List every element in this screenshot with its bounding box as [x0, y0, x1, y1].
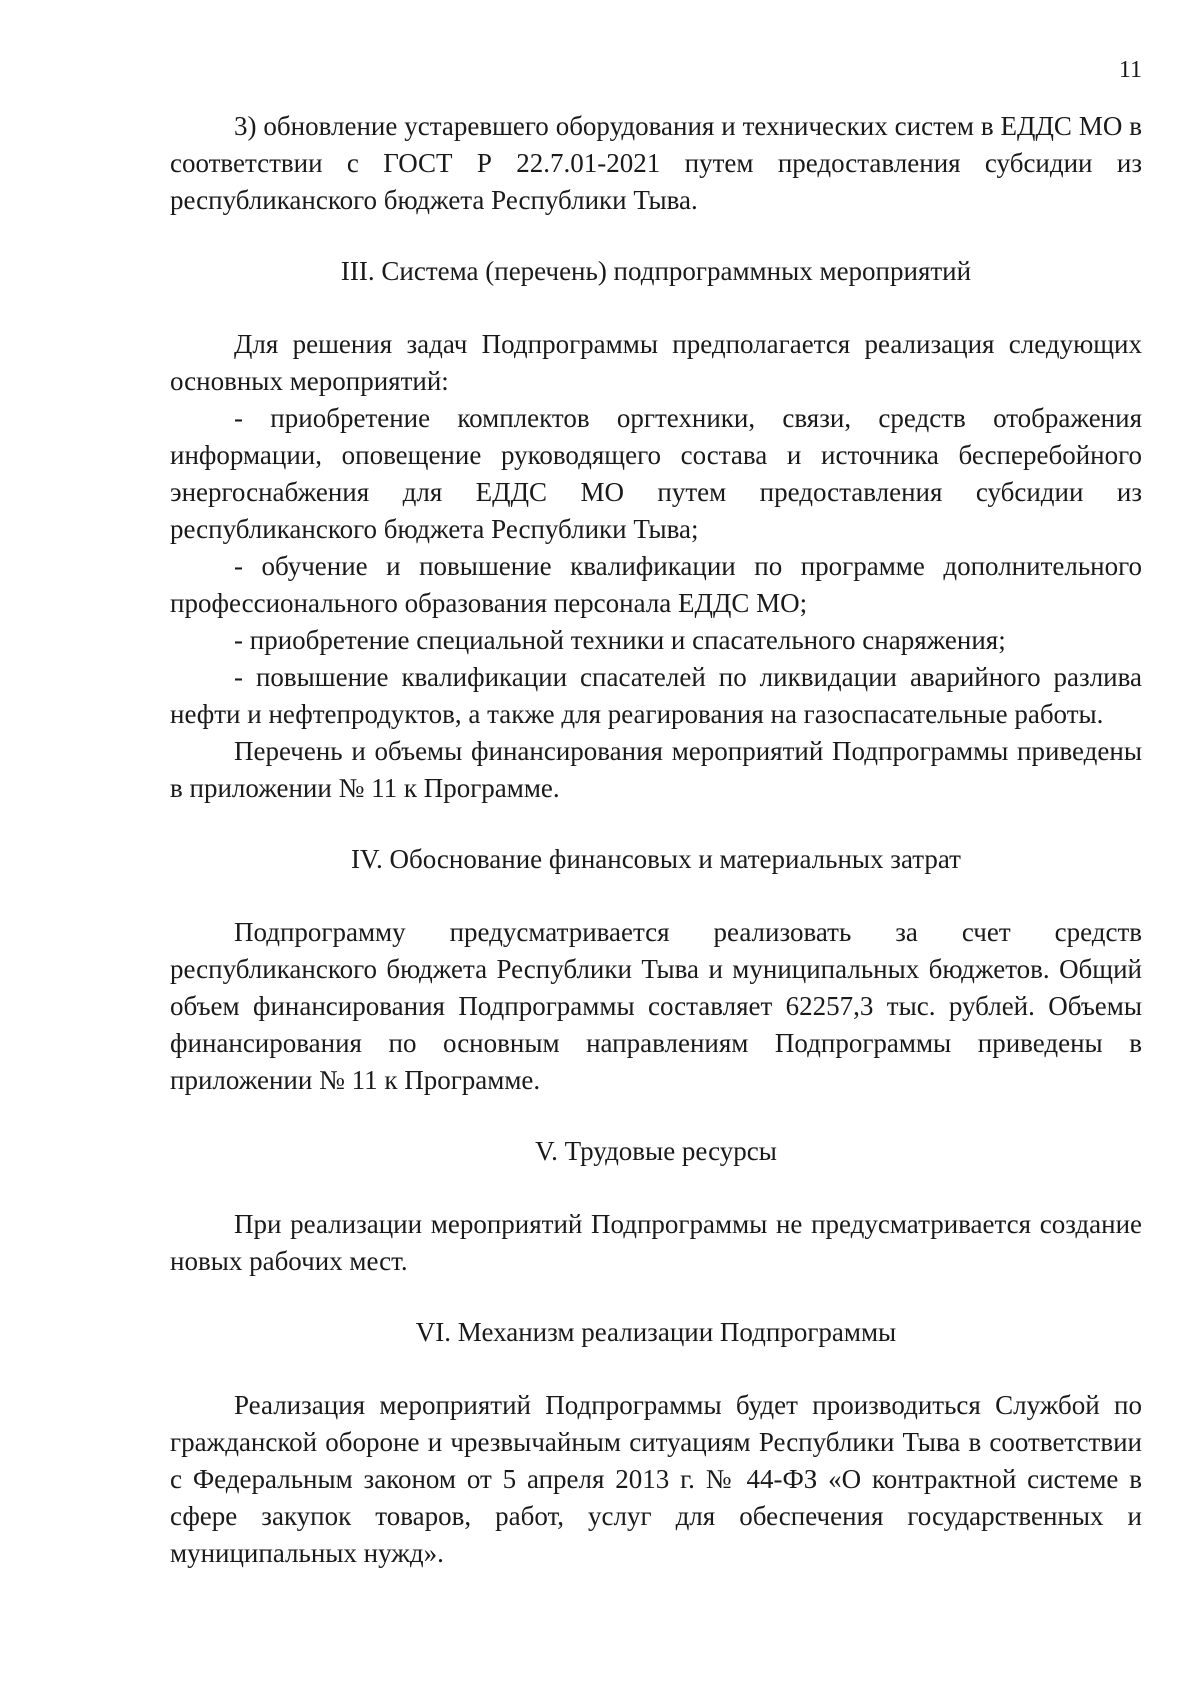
section-4-heading: IV. Обоснование финансовых и материальных затрат — [351, 844, 961, 874]
section-6-text: Реализация мероприятий Подпрограммы будет производиться Службой по гражданской обороне и чрезвычайным ситуациям Республики Тыва в соответствии с Федеральным законом от 5 апреля 2013 г. № 44-ФЗ «О контрактной системе в сфере закупок товаров, работ, услуг для обеспечения государственных и муниципальных нужд». — [170, 1390, 1142, 1568]
intro-item-paragraph: 3) обновление устаревшего оборудования и технических систем в ЕДДС МО в соответствии с ГОСТ Р 22.7.01-2021 путем предоставления субсидии из республиканского бюджета Республики Тыва. — [170, 111, 1142, 215]
section-3-item: - повышение квалификации спасателей по ликвидации аварийного разлива нефти и нефтепродуктов, а также для реагирования на газоспасательные работы. — [170, 662, 1142, 729]
section-4-text: Подпрограмму предусматривается реализовать за счет средств республиканского бюджета Республики Тыва и муниципальных бюджетов. Общий объем финансирования Подпрограммы составляет 62257,3 тыс. рублей. Объемы финансирования по основным направлениям Подпрограммы приведены в приложении № 11 к Программе. — [170, 917, 1142, 1095]
section-3-heading: III. Система (перечень) подпрограммных мероприятий — [340, 256, 972, 286]
page-number: 11 — [1118, 57, 1142, 83]
section-6-heading: VI. Механизм реализации Подпрограммы — [415, 1317, 897, 1347]
section-3-intro: Для решения задач Подпрограммы предполагается реализация следующих основных мероприятий: — [170, 329, 1142, 396]
document-body — [170, 108, 1142, 1572]
section-3-closing: Перечень и объемы финансирования мероприятий Подпрограммы приведены в приложении № 11 к Программе. — [170, 736, 1142, 803]
section-5-text: При реализации мероприятий Подпрограммы не предусматривается создание новых рабочих мест. — [170, 1209, 1142, 1276]
section-3-item: - приобретение специальной техники и спасательного снаряжения; — [234, 625, 1006, 655]
section-3-item: - приобретение комплектов оргтехники, связи, средств отображения информации, оповещение руководящего состава и источника бесперебойного энергоснабжения для ЕДДС МО путем предоставления субсидии из республиканского бюджета Республики Тыва; — [170, 403, 1142, 544]
section-3-item: - обучение и повышение квалификации по программе дополнительного профессионального образования персонала ЕДДС МО; — [170, 551, 1142, 618]
section-5-heading: V. Трудовые ресурсы — [535, 1136, 777, 1166]
